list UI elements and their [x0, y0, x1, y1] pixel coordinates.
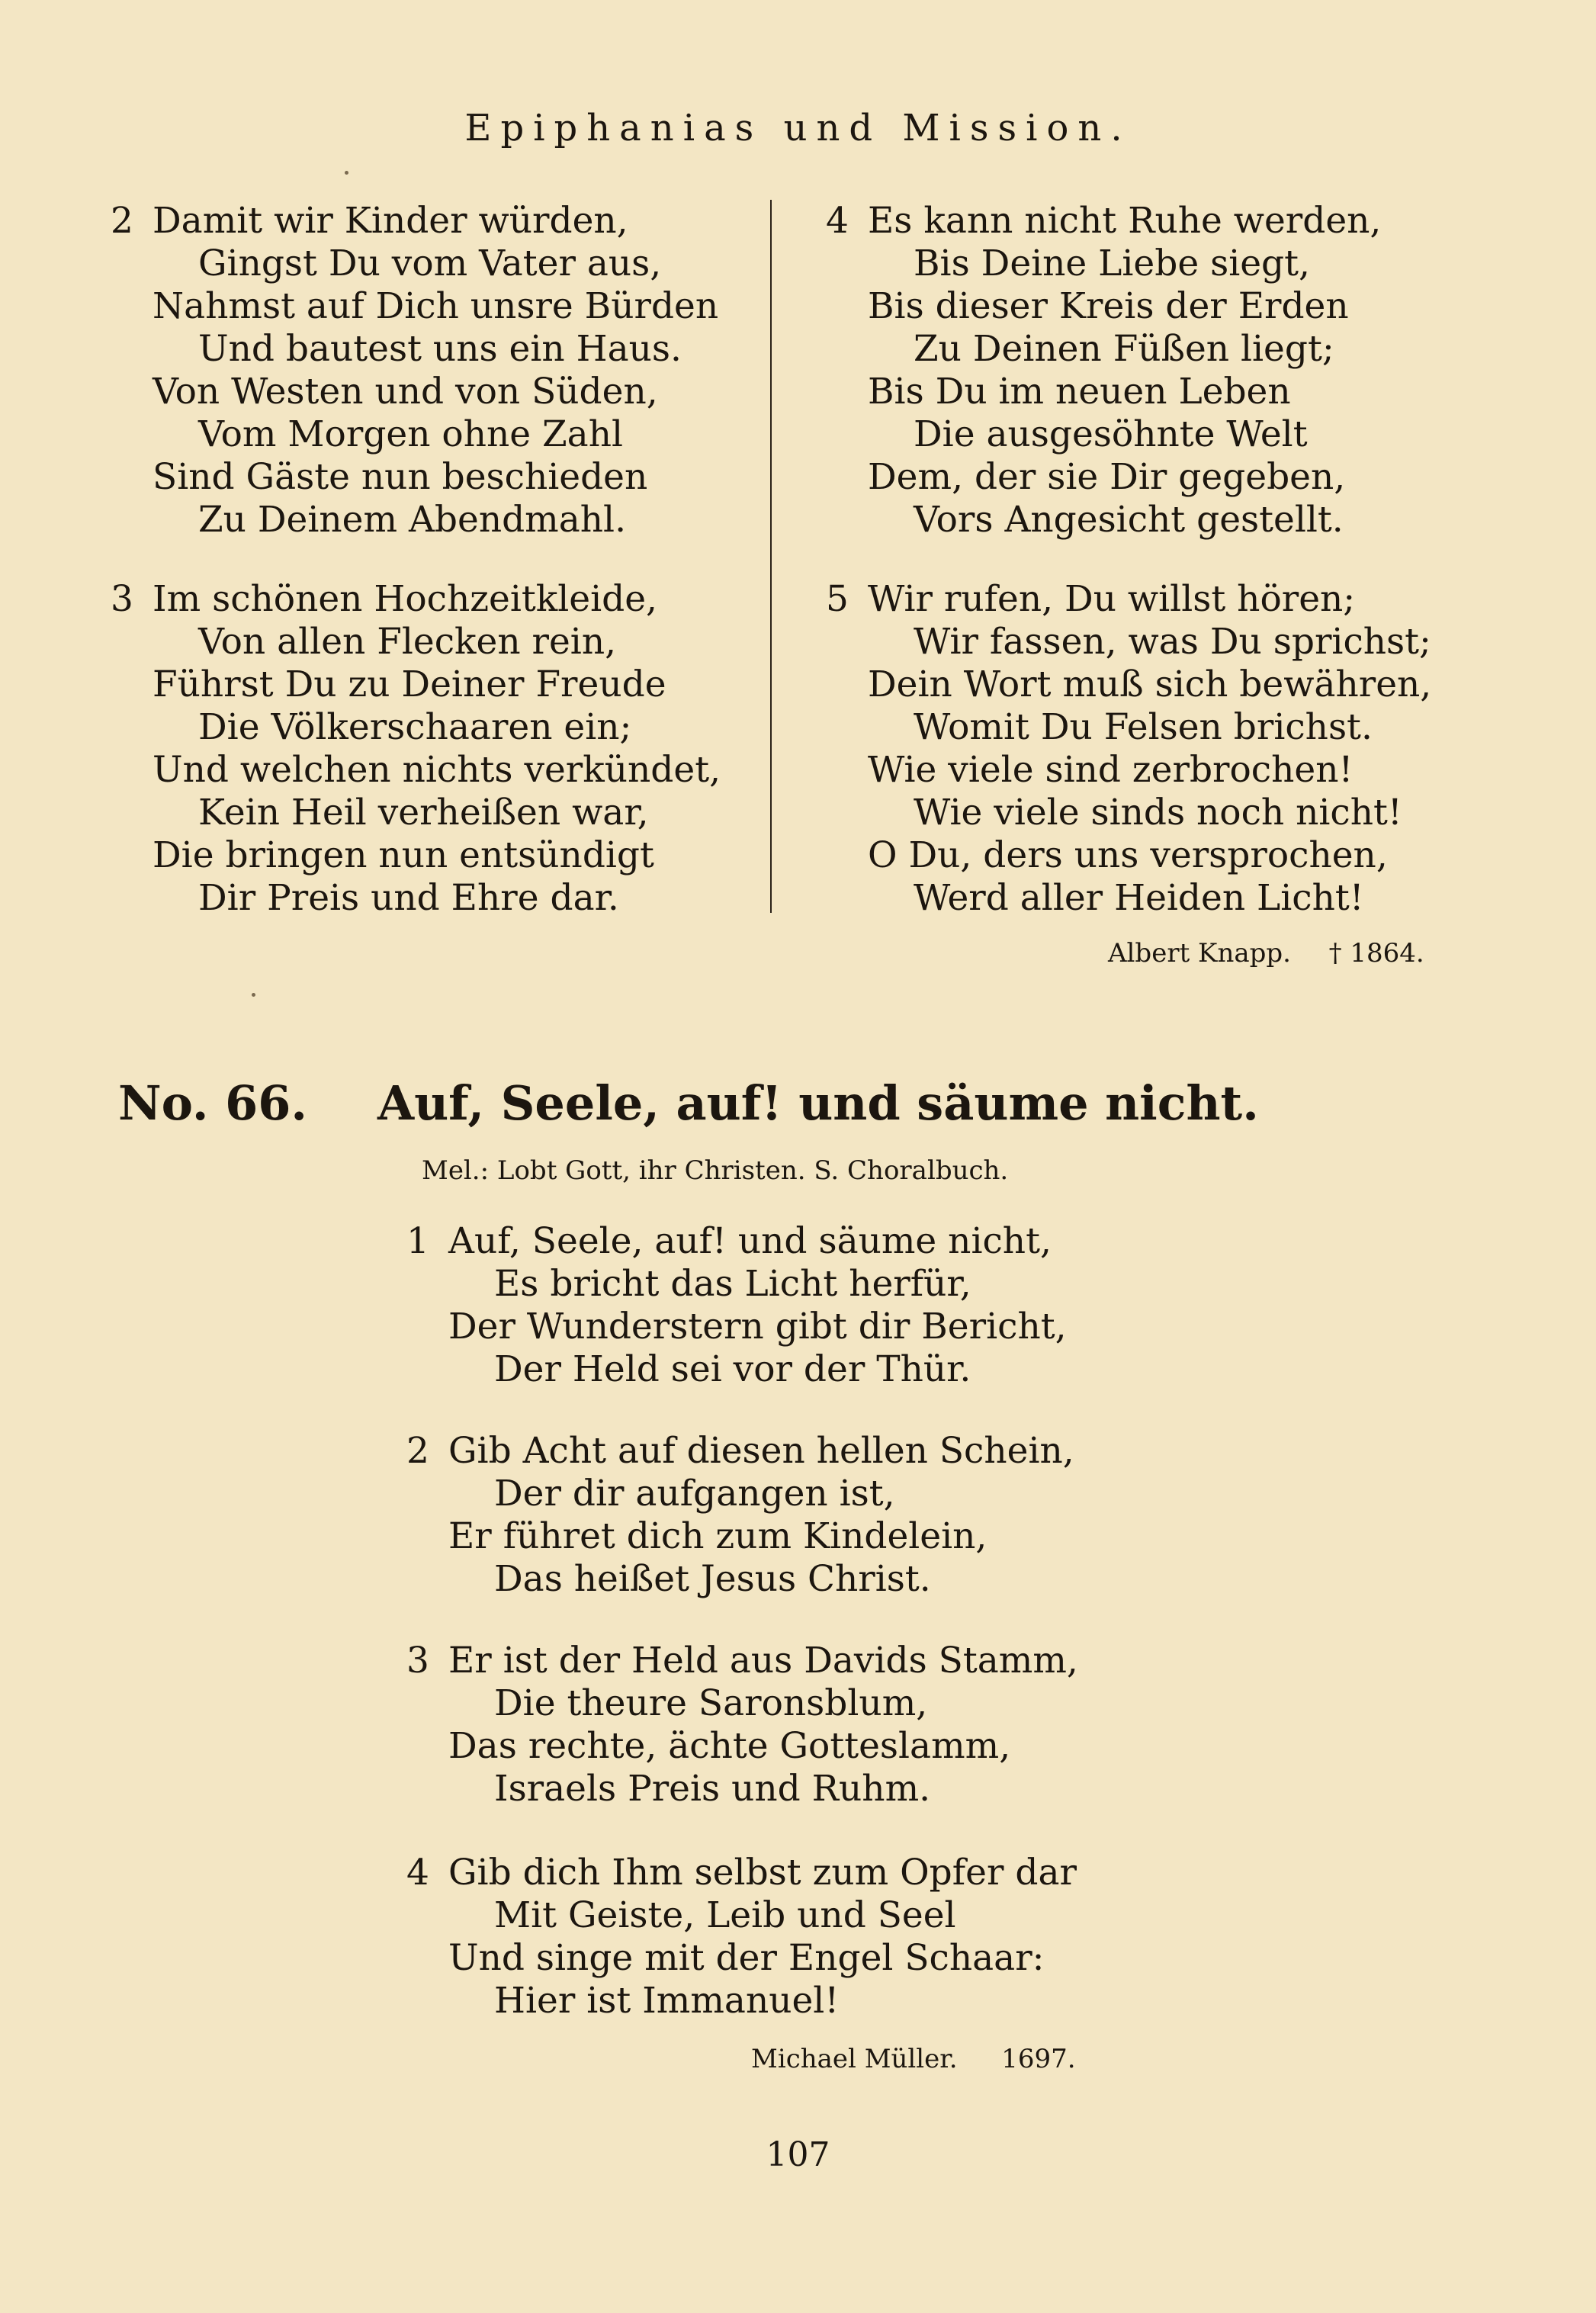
verse-line: Die bringen nun entsündigt	[153, 834, 654, 876]
verse-line: Kein Heil verheißen war,	[198, 792, 649, 834]
running-header: Epiphanias und Mission.	[464, 107, 1132, 149]
verse-line: Gib dich Ihm selbst zum Opfer dar	[448, 1852, 1077, 1894]
verse-line: Bis Du im neuen Leben	[868, 371, 1291, 413]
verse-line: Bis dieser Kreis der Erden	[868, 285, 1349, 327]
stanza-5-right	[826, 578, 1431, 920]
verse-line: Dein Wort muß sich bewähren,	[868, 663, 1432, 705]
stanza-3-left	[111, 578, 721, 920]
author-name: Albert Knapp.	[1108, 938, 1291, 969]
verse-line: Womit Du Felsen brichst.	[914, 706, 1373, 748]
verse-line: Wir fassen, was Du sprichst;	[914, 621, 1431, 663]
page-number: 107	[766, 2135, 830, 2174]
stanza-number: 5	[826, 578, 849, 620]
verse-line: Damit wir Kinder würden,	[153, 200, 628, 242]
verse-line: Von allen Flecken rein,	[198, 621, 617, 663]
verse-line: Er ist der Held aus Davids Stamm,	[448, 1640, 1078, 1682]
verse-line: Wie viele sind zerbrochen!	[868, 749, 1354, 791]
verse-line: Der Wunderstern gibt dir Bericht,	[448, 1306, 1067, 1348]
stanza-number: 1	[406, 1220, 429, 1262]
paper-speck	[345, 171, 348, 175]
verse-line: Vom Morgen ohne Zahl	[198, 413, 624, 455]
verse-line: Und bautest uns ein Haus.	[198, 328, 682, 370]
author-name: Michael Müller.	[751, 2044, 958, 2074]
verse-line: Wir rufen, Du willst hören;	[868, 578, 1356, 620]
verse-line: Israels Preis und Ruhm.	[494, 1768, 931, 1810]
verse-line: Nahmst auf Dich unsre Bürden	[153, 285, 719, 327]
hymn-number: No. 66.	[118, 1075, 307, 1131]
verse-line: Die theure Saronsblum,	[494, 1682, 928, 1724]
verse-line: Gingst Du vom Vater aus,	[198, 243, 662, 284]
verse-line: Er führet dich zum Kindelein,	[448, 1515, 987, 1557]
verse-line: Wie viele sinds noch nicht!	[914, 792, 1402, 834]
verse-line: Sind Gäste nun beschieden	[153, 456, 648, 498]
verse-line: Und singe mit der Engel Schaar:	[448, 1937, 1045, 1979]
stanza-number: 3	[111, 578, 133, 620]
verse-line: Die ausgesöhnte Welt	[914, 413, 1308, 455]
verse-line: Es bricht das Licht herfür,	[494, 1263, 971, 1305]
verse-line: Auf, Seele, auf! und säume nicht,	[448, 1220, 1052, 1262]
verse-line: Bis Deine Liebe siegt,	[914, 243, 1310, 284]
verse-line: Im schönen Hochzeitkleide,	[153, 578, 657, 620]
stanza-4	[406, 1852, 1077, 2022]
verse-line: Werd aller Heiden Licht!	[914, 877, 1364, 919]
verse-line: Es kann nicht Ruhe werden,	[868, 200, 1382, 242]
verse-line: Mit Geiste, Leib und Seel	[494, 1894, 956, 1936]
verse-line: Die Völkerschaaren ein;	[198, 706, 632, 748]
verse-line: Und welchen nichts verkündet,	[153, 749, 721, 791]
verse-line: Der Held sei vor der Thür.	[494, 1348, 971, 1390]
stanza-number: 2	[111, 200, 133, 242]
verse-line: Das heißet Jesus Christ.	[494, 1558, 931, 1600]
verse-line: Führst Du zu Deiner Freude	[153, 663, 666, 705]
stanza-number: 3	[406, 1640, 429, 1682]
verse-line: Vors Angesicht gestellt.	[914, 499, 1344, 541]
author-credit	[1108, 938, 1424, 969]
stanza-3	[406, 1640, 1078, 1810]
verse-line: Dir Preis und Ehre dar.	[198, 877, 619, 919]
melody-reference: Mel.: Lobt Gott, ihr Christen. S. Choralbuch.	[422, 1155, 1009, 1186]
verse-line: Von Westen und von Süden,	[153, 371, 658, 413]
author-year: † 1864.	[1328, 938, 1424, 969]
author-year: 1697.	[1001, 2044, 1076, 2074]
stanza-number: 2	[406, 1430, 429, 1472]
hymn-title: Auf, Seele, auf! und säume nicht.	[377, 1075, 1259, 1131]
author-credit	[751, 2044, 1076, 2074]
verse-line: O Du, ders uns versprochen,	[868, 834, 1388, 876]
verse-line: Der dir aufgangen ist,	[494, 1473, 895, 1515]
stanza-1	[406, 1220, 1067, 1391]
verse-line: Dem, der sie Dir gegeben,	[868, 456, 1346, 498]
stanza-2	[406, 1430, 1074, 1601]
stanza-number: 4	[826, 200, 849, 242]
verse-line: Gib Acht auf diesen hellen Schein,	[448, 1430, 1074, 1472]
stanza-2-left	[111, 200, 718, 541]
verse-line: Zu Deinen Füßen liegt;	[914, 328, 1334, 370]
stanza-4-right	[826, 200, 1381, 541]
stanza-number: 4	[406, 1852, 429, 1894]
paper-speck	[252, 993, 255, 997]
column-divider	[770, 200, 772, 913]
verse-line: Hier ist Immanuel!	[494, 1980, 840, 2022]
verse-line: Zu Deinem Abendmahl.	[198, 499, 627, 541]
verse-line: Das rechte, ächte Gotteslamm,	[448, 1725, 1011, 1767]
